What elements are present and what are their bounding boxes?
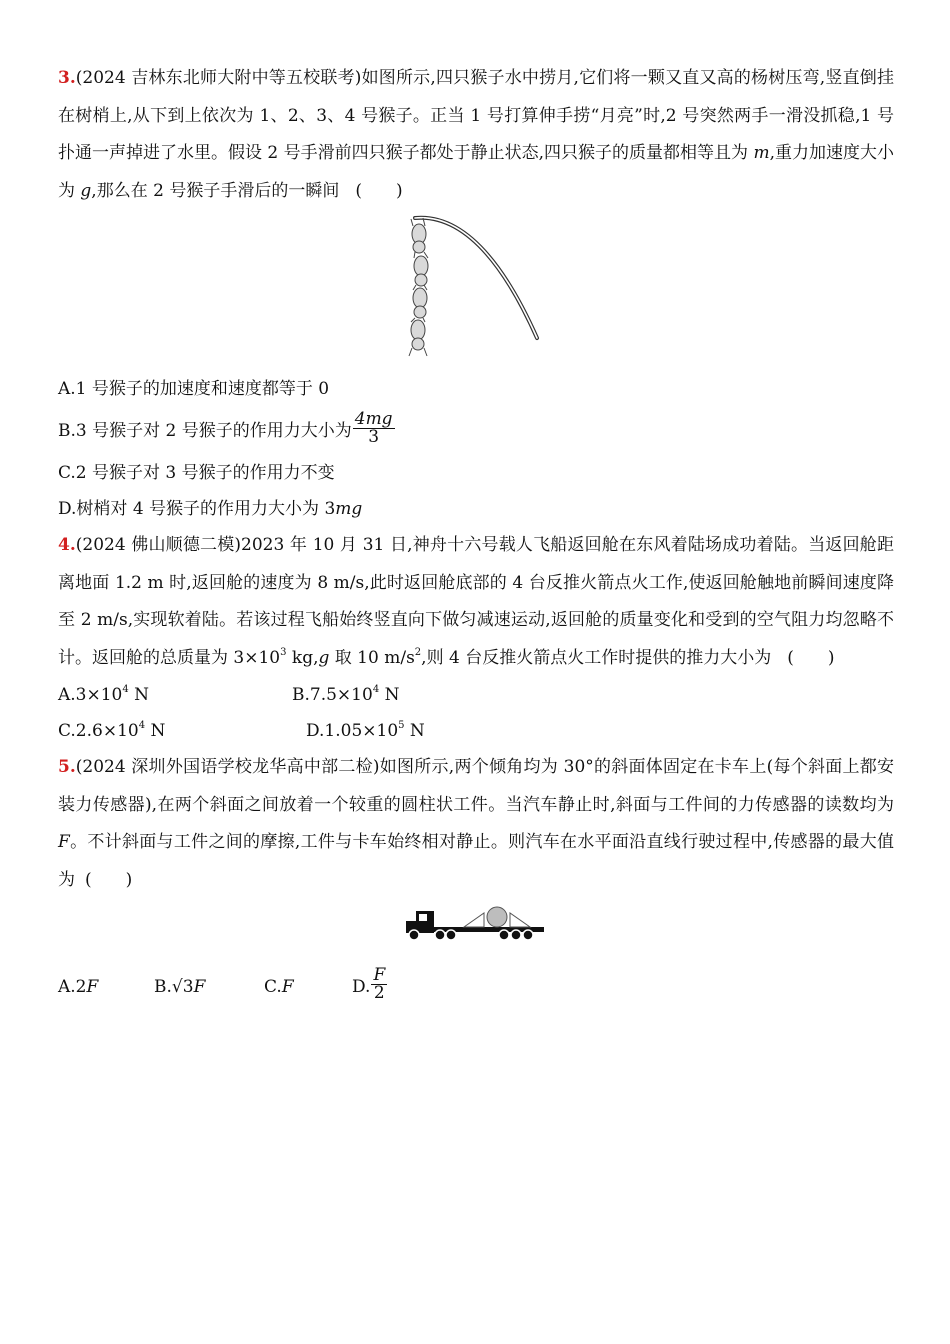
question-3-stem-3: ,那么在 2 号猴子手滑后的一瞬间 xyxy=(91,180,340,201)
q3-option-c xyxy=(58,455,894,491)
q4-options-row-2 xyxy=(58,713,894,749)
answer-paren-open: ( xyxy=(85,869,92,890)
q5-option-b xyxy=(154,969,264,1005)
question-5-number: 5. xyxy=(58,757,76,777)
fraction-numerator: F xyxy=(373,965,386,985)
sqrt-symbol: √3 xyxy=(171,977,194,997)
exponent: 3 xyxy=(280,646,287,658)
q5-option-d-text: D. xyxy=(352,977,371,997)
q3-option-c-text: C.2 号猴子对 3 号猴子的作用力不变 xyxy=(58,463,335,483)
q3-option-b-text: B.3 号猴子对 2 号猴子的作用力大小为 xyxy=(58,421,352,441)
question-4-gravity-symbol: g xyxy=(318,647,330,668)
fraction-denominator: 2 xyxy=(373,983,385,1003)
unit: N xyxy=(404,721,425,741)
q4-option-d xyxy=(306,713,425,749)
cylinder-workpiece xyxy=(487,907,507,927)
monkey-1-icon xyxy=(409,318,427,356)
monkey-3-icon xyxy=(414,252,428,286)
q3-option-d-text: D.树梢对 4 号猴子的作用力大小为 3 xyxy=(58,499,336,519)
right-incline xyxy=(510,913,530,927)
exponent: 2 xyxy=(414,646,422,658)
question-4 xyxy=(58,527,894,677)
answer-paren-close: ) xyxy=(395,180,403,201)
monkeys-tree-figure xyxy=(401,214,551,359)
q5-option-b-text: B. xyxy=(154,977,172,997)
question-3-number: 3. xyxy=(58,68,76,88)
question-5-stem: (2024 深圳外国语学校龙华高中部二检)如图所示,两个倾角均为 30°的斜面体固定在卡车上(每个斜面上都安装力传感器),在两个斜面之间放着一个较重的圆柱状工件。当汽车静止时,斜面与工件间的力传感器的读数均为 xyxy=(58,757,894,815)
answer-paren-close: ) xyxy=(827,647,835,668)
q4-option-a-text: A.3×10 xyxy=(58,685,123,705)
q4-option-c xyxy=(58,713,306,749)
monkey-2-icon xyxy=(413,285,427,318)
left-incline xyxy=(464,913,484,927)
q5-option-c xyxy=(264,969,352,1005)
q5-option-d-fraction xyxy=(371,967,387,1002)
exponent: 4 xyxy=(122,684,129,696)
answer-paren-open: ( xyxy=(355,180,362,201)
question-5-force-symbol: F xyxy=(58,832,70,852)
q3-option-a xyxy=(58,371,894,407)
question-3-gravity-symbol: g xyxy=(80,180,92,201)
q5-option-c-text: C. xyxy=(264,977,282,997)
q4-option-b-text: B.7.5×10 xyxy=(292,685,373,705)
document-page xyxy=(58,60,894,1005)
question-5-stem-2: 。不计斜面与工件之间的摩擦,工件与卡车始终相对静止。则汽车在水平面沿直线行驶过程中,传感器的最大值为 xyxy=(58,832,894,890)
fraction-denominator: 3 xyxy=(368,427,380,447)
question-3-mass-symbol: m xyxy=(753,143,770,163)
fraction-numerator: 4mg xyxy=(354,409,393,429)
unit: N xyxy=(379,685,400,705)
question-4-stem-3: 取 10 m/s xyxy=(329,647,415,668)
force-symbol: F xyxy=(193,977,206,997)
q4-option-c-text: C.2.6×10 xyxy=(58,721,139,741)
q4-options-row-1 xyxy=(58,677,894,713)
q4-option-b xyxy=(292,677,399,713)
q5-option-a-text: A.2 xyxy=(58,977,87,997)
question-5 xyxy=(58,749,894,899)
truck-cab-icon xyxy=(406,911,434,933)
q3-option-b-fraction xyxy=(353,411,395,446)
q5-option-d xyxy=(352,965,388,1005)
q3-option-d xyxy=(58,491,894,527)
answer-paren-open: ( xyxy=(787,647,794,668)
truck-figure xyxy=(404,903,548,943)
q5-option-a xyxy=(58,969,154,1005)
question-4-stem: (2024 佛山顺德二模)2023 年 10 月 31 日,神舟十六号载人飞船返回舱在东风着陆场成功着陆。当返回舱距离地面 1.2 m 时,返回舱的速度为 8 m/s,此时返回舱底部的 4 台反推火箭点火工作,使返回舱触地前瞬间速度降至 2 m/s,实现软着陆。若该过程飞船始终竖直向下做匀减速运动,返回舱的质量变化和受到的空气阻力均忽略不计。返回舱的总质量为 3×10 xyxy=(58,535,894,668)
force-symbol: F xyxy=(281,977,294,997)
exponent: 5 xyxy=(398,720,405,732)
exponent: 4 xyxy=(372,684,380,696)
question-3-stem: (2024 吉林东北师大附中等五校联考)如图所示,四只猴子水中捞月,它们将一颗又直又高的杨树压弯,竖直倒挂在树梢上,从下到上依次为 1、2、3、4 号猴子。正当 1 号打算伸手捞“月亮”时,2 号突然两手一滑没抓稳,1 号扑通一声掉进了水里。假设 2 号手滑前四只猴子都处于静止状态,四只猴子的质量都相等且为 xyxy=(58,68,894,163)
question-3 xyxy=(58,60,894,210)
question-4-stem-2: kg, xyxy=(286,647,319,668)
question-4-stem-4: ,则 4 台反推火箭点火工作时提供的推力大小为 xyxy=(421,647,772,668)
answer-paren-close: ) xyxy=(125,869,133,890)
question-3-stem-2: ,重力加速度大小为 xyxy=(58,143,895,201)
q4-option-d-text: D.1.05×10 xyxy=(306,721,399,741)
unit: N xyxy=(128,685,150,705)
q5-options-row xyxy=(58,965,894,1005)
question-4-number: 4. xyxy=(58,535,76,555)
exponent: 4 xyxy=(138,720,146,732)
q3-option-b xyxy=(58,409,894,449)
monkey-4-icon xyxy=(411,218,426,253)
q3-option-d-symbol: mg xyxy=(335,499,363,519)
q4-option-a xyxy=(58,677,292,713)
unit: N xyxy=(145,721,166,741)
force-symbol: F xyxy=(86,977,99,997)
q3-option-a-text: A.1 号猴子的加速度和速度都等于 0 xyxy=(58,379,330,399)
